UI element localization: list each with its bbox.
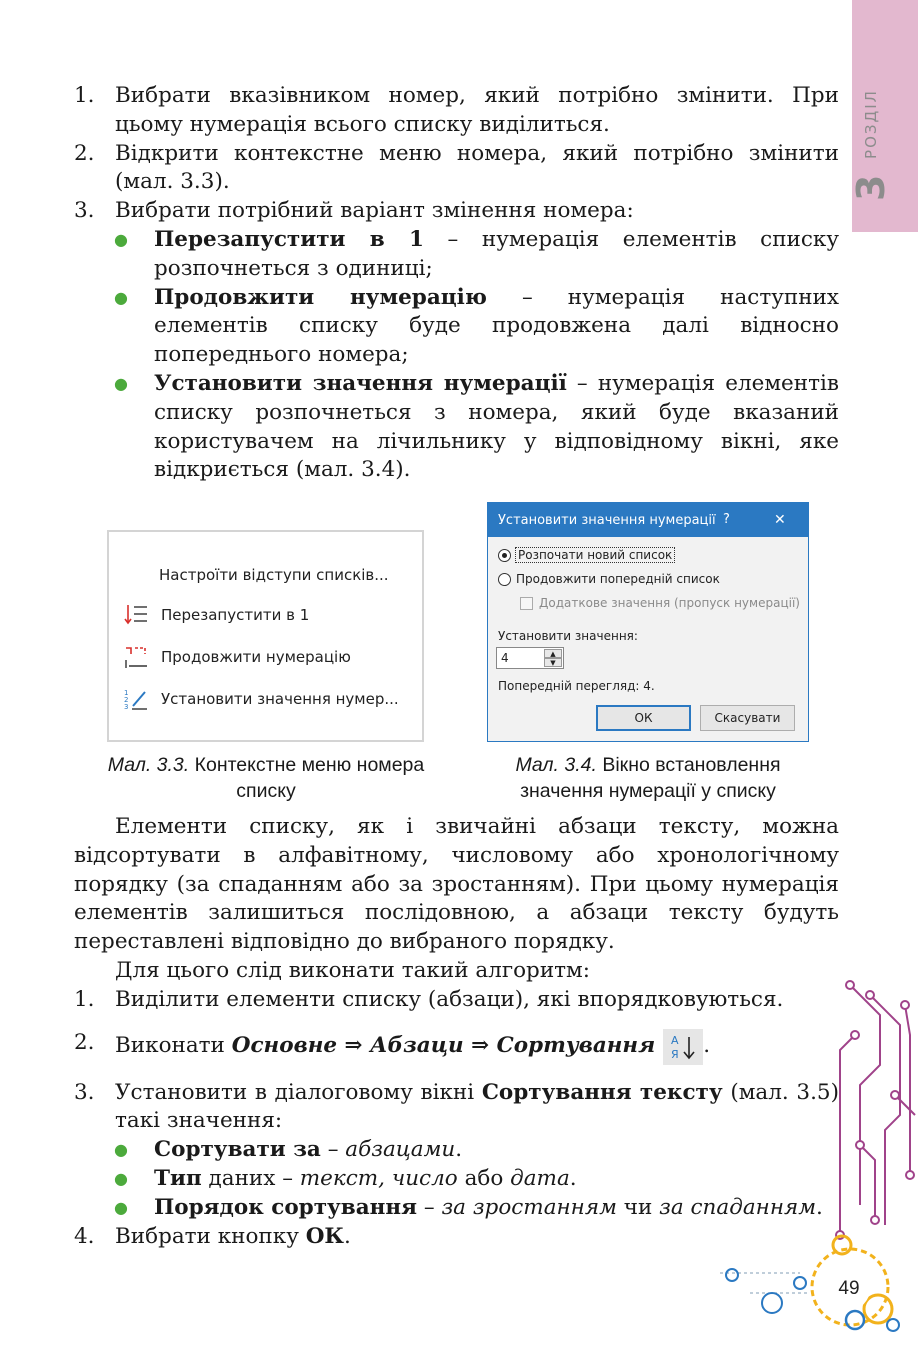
bullet-item: ● Продовжити нумерацію – нумерація наступних елементів списку буде продовжена далі відносно попереднього номера;	[114, 284, 839, 368]
context-menu-figure	[107, 530, 424, 742]
bullet-item: ● Тип даних – текст, число або дата.	[114, 1165, 577, 1191]
ok-button[interactable]: ОК	[596, 705, 691, 731]
circuit-decoration	[700, 975, 918, 1360]
list-item: 3. Вибрати потрібний варіант змінення номера:	[74, 198, 634, 224]
svg-text:A: A	[671, 1033, 679, 1047]
menu-item-continue[interactable]: Продовжити нумерацію	[123, 644, 351, 670]
bullet-item: ● Сортувати за – абзацами.	[114, 1137, 463, 1163]
list-item: 2. Виконати Основне ⇒ Абзаци ⇒ Сортування A Я .	[74, 1029, 839, 1065]
preview-text: Попередній перегляд: 4.	[498, 679, 655, 693]
spin-down-icon[interactable]: ▼	[544, 658, 562, 667]
restart-numbering-icon	[123, 602, 153, 628]
svg-text:Я: Я	[671, 1047, 679, 1061]
continue-numbering-icon	[123, 644, 153, 670]
value-field[interactable]: 4	[501, 651, 509, 665]
radio-new-list[interactable]: Розпочати новий список	[498, 547, 675, 563]
dialog-title: Установити значення нумерації	[498, 513, 716, 528]
sort-az-icon	[663, 1029, 703, 1065]
menu-item-set-value[interactable]: 1 2 3 Установити значення нумер...	[123, 686, 399, 712]
close-button[interactable]: ✕	[774, 512, 786, 528]
paragraph: Елементи списку, як і звичайні абзаци тексту, можна відсортувати в алфавітному, числовому або хронологічному порядку (за спаданням або за зростанням). При цьому нумерація елементів залишиться послідовною, а абзаци тексту будуть переставлені відповідно до вибраного порядку.	[74, 814, 839, 955]
figure-caption-3-4: Мал. 3.4. Вікно встановлення значення нумерації у списку	[515, 754, 781, 802]
radio-continue-list[interactable]: Продовжити попередній список	[498, 572, 720, 586]
menu-item-restart[interactable]: Перезапустити в 1	[123, 602, 309, 628]
bullet-item: ● Порядок сортування – за зростанням чи за спаданням.	[114, 1194, 823, 1220]
list-item: 2. Відкрити контекстне меню номера, який потрібно змінити (мал. 3.3).	[74, 140, 839, 195]
set-value-label: Установити значення:	[498, 629, 638, 643]
svg-text:1: 1	[124, 689, 129, 697]
bullet-item: ● Установити значення нумерації – нумерація елементів списку розпочнеться з номера, який буде вказаний користувачем на лічильнику у відповідному вікні, яке відкриється (мал. 3.4).	[114, 370, 839, 483]
chapter-number: 3	[849, 174, 893, 201]
spin-up-icon[interactable]: ▲	[544, 649, 562, 658]
list-item: 1. Виділити елементи списку (абзаци), які впорядковуються.	[74, 986, 784, 1012]
svg-text:2: 2	[124, 696, 129, 704]
chapter-label: РОЗДІЛ	[862, 89, 880, 159]
figure-caption-3-3: Мал. 3.3. Контекстне меню номера списку	[107, 754, 425, 802]
svg-text:3: 3	[124, 703, 129, 711]
bullet-item: ● Перезапустити в 1 – нумерація елементів списку розпочнеться з одиниці;	[114, 226, 840, 281]
cancel-button[interactable]: Скасувати	[700, 705, 795, 731]
steps-top	[74, 82, 839, 485]
value-spinner[interactable]	[496, 647, 564, 669]
page-number: 49	[828, 1268, 870, 1310]
list-item: 1. Вибрати вказівником номер, який потрібно змінити. При цьому нумерація всього списку виділиться.	[74, 83, 839, 137]
menu-item-adjust-indents[interactable]: Настроїти відступи списків...	[159, 566, 389, 584]
list-item: 3. Установити в діалоговому вікні Сортування тексту (мал. 3.5) такі значення:	[74, 1079, 839, 1134]
checkbox-extra-value[interactable]: Додаткове значення (пропуск нумерації)	[520, 596, 800, 610]
help-button[interactable]: ?	[723, 512, 730, 527]
set-numbering-dialog	[487, 502, 809, 742]
dialog-titlebar	[488, 503, 808, 537]
paragraph: Для цього слід виконати такий алгоритм:	[115, 957, 591, 983]
list-item: 4. Вибрати кнопку ОК.	[74, 1223, 351, 1249]
set-value-icon	[123, 686, 153, 712]
